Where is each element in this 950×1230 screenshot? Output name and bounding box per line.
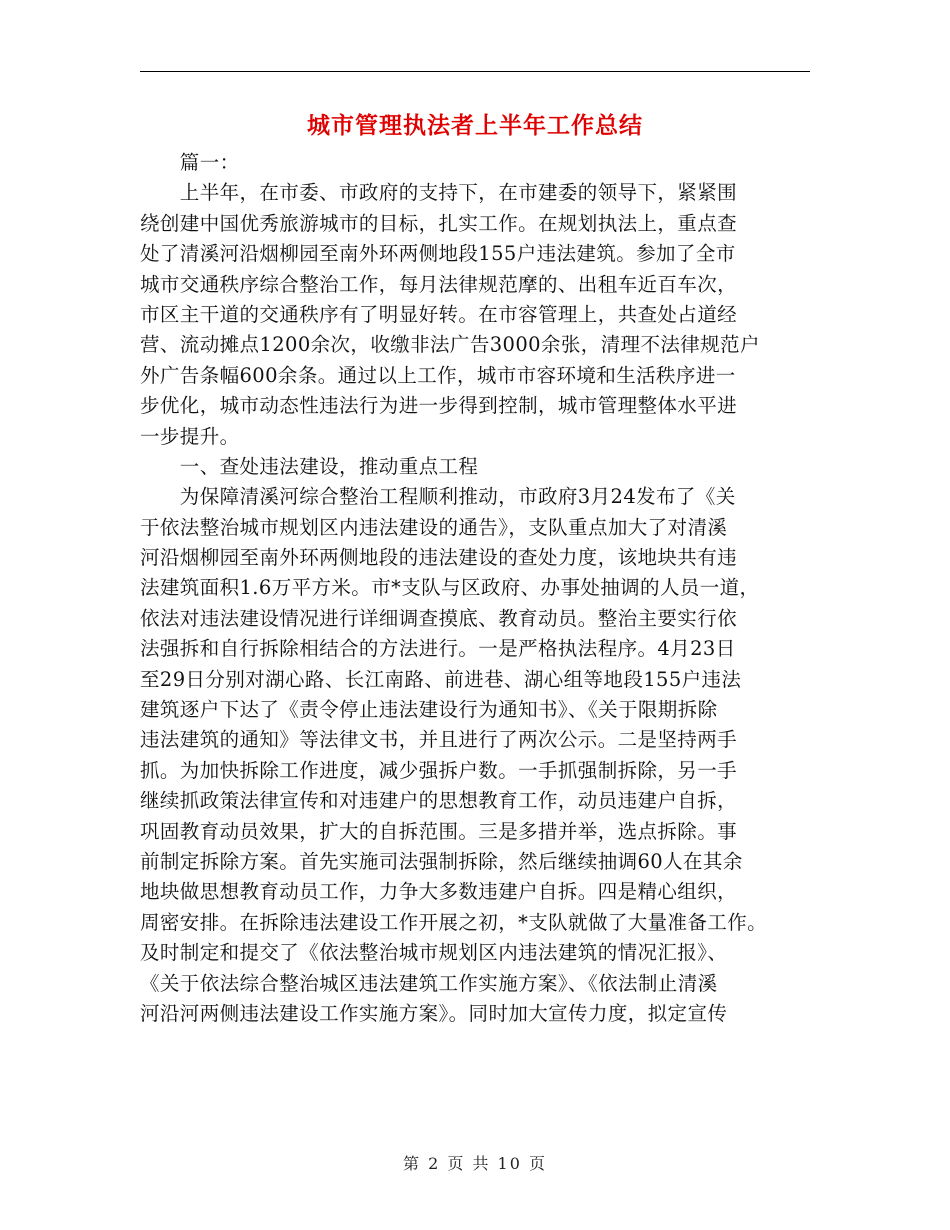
paragraph-line: 篇一：: [140, 151, 240, 174]
header-rule: [140, 71, 810, 72]
paragraph-line: 外广告条幅600余条。通过以上工作，城市市容环境和生活秩序进一: [140, 363, 736, 387]
paragraph-line: 至29日分别对湖心路、长江南路、前进巷、湖心组等地段155户违法: [140, 667, 742, 691]
paragraph-line: 处了清溪河沿烟柳园至南外环两侧地段155户违法建筑。参加了全市: [140, 242, 736, 266]
paragraph-line: 河沿烟柳园至南外环两侧地段的违法建设的查处力度，该地块共有违: [140, 546, 738, 570]
paragraph-line: 绕创建中国优秀旅游城市的目标，扎实工作。在规划执法上，重点查: [140, 211, 738, 235]
paragraph-line: 法建筑面积1.6万平方米。市*支队与区政府、办事处抽调的人员一道，: [140, 576, 760, 600]
document-body: [140, 148, 820, 1029]
paragraph-line: 市区主干道的交通秩序有了明显好转。在市容管理上，共查处占道经: [140, 302, 738, 326]
paragraph-line: 一、查处违法建设，推动重点工程: [140, 454, 479, 478]
paragraph-line: 继续抓政策法律宣传和对违建户的思想教育工作，动员违建户自拆，: [140, 789, 738, 813]
paragraph-line: 周密安排。在拆除违法建设工作开展之初，*支队就做了大量准备工作。: [140, 910, 768, 934]
paragraph-line: 一步提升。: [140, 424, 240, 448]
paragraph-line: 抓。为加快拆除工作进度，减少强拆户数。一手抓强制拆除，另一手: [140, 758, 738, 782]
paragraph-line: 法强拆和自行拆除相结合的方法进行。一是严格执法程序。4月23日: [140, 637, 736, 661]
paragraph-line: 为保障清溪河综合整治工程顺利推动，市政府3月24发布了《关: [140, 485, 736, 509]
paragraph-line: 河沿河两侧违法建设工作实施方案》。同时加大宣传力度，拟定宣传: [140, 1001, 728, 1025]
paragraph-line: 前制定拆除方案。首先实施司法强制拆除，然后继续抽调60人在其余: [140, 849, 743, 873]
paragraph-line: 地块做思想教育动员工作，力争大多数违建户自拆。四是精心组织，: [140, 880, 738, 904]
paragraph-line: 于依法整治城市规划区内违法建设的通告》，支队重点加大了对清溪: [140, 515, 728, 539]
page-number: 第 2 页 共 10 页: [403, 1154, 547, 1173]
paragraph-line: 营、流动摊点1200余次，收缴非法广告3000余张，清理不法律规范户: [140, 333, 760, 357]
paragraph-line: 城市交通秩序综合整治工作，每月法律规范摩的、出租车近百车次，: [140, 272, 738, 296]
document-title: 城市管理执法者上半年工作总结: [307, 113, 643, 139]
paragraph-line: 依法对违法建设情况进行详细调查摸底、教育动员。整治主要实行依: [140, 606, 738, 630]
paragraph-line: 《关于依法综合整治城区违法建筑工作实施方案》、《依法制止清溪: [140, 971, 718, 995]
paragraph-line: 巩固教育动员效果，扩大的自拆范围。三是多措并举，选点拆除。事: [140, 819, 738, 843]
paragraph-line: 上半年，在市委、市政府的支持下，在市建委的领导下，紧紧围: [140, 181, 738, 205]
paragraph-line: 建筑逐户下达了《责令停止违法建设行为通知书》、《关于限期拆除: [140, 698, 718, 722]
paragraph-line: 及时制定和提交了《依法整治城市规划区内违法建筑的情况汇报》、: [140, 941, 728, 965]
paragraph-line: 步优化，城市动态性违法行为进一步得到控制，城市管理整体水平进: [140, 394, 738, 418]
paragraph-line: 违法建筑的通知》等法律文书，并且进行了两次公示。二是坚持两手: [140, 728, 738, 752]
